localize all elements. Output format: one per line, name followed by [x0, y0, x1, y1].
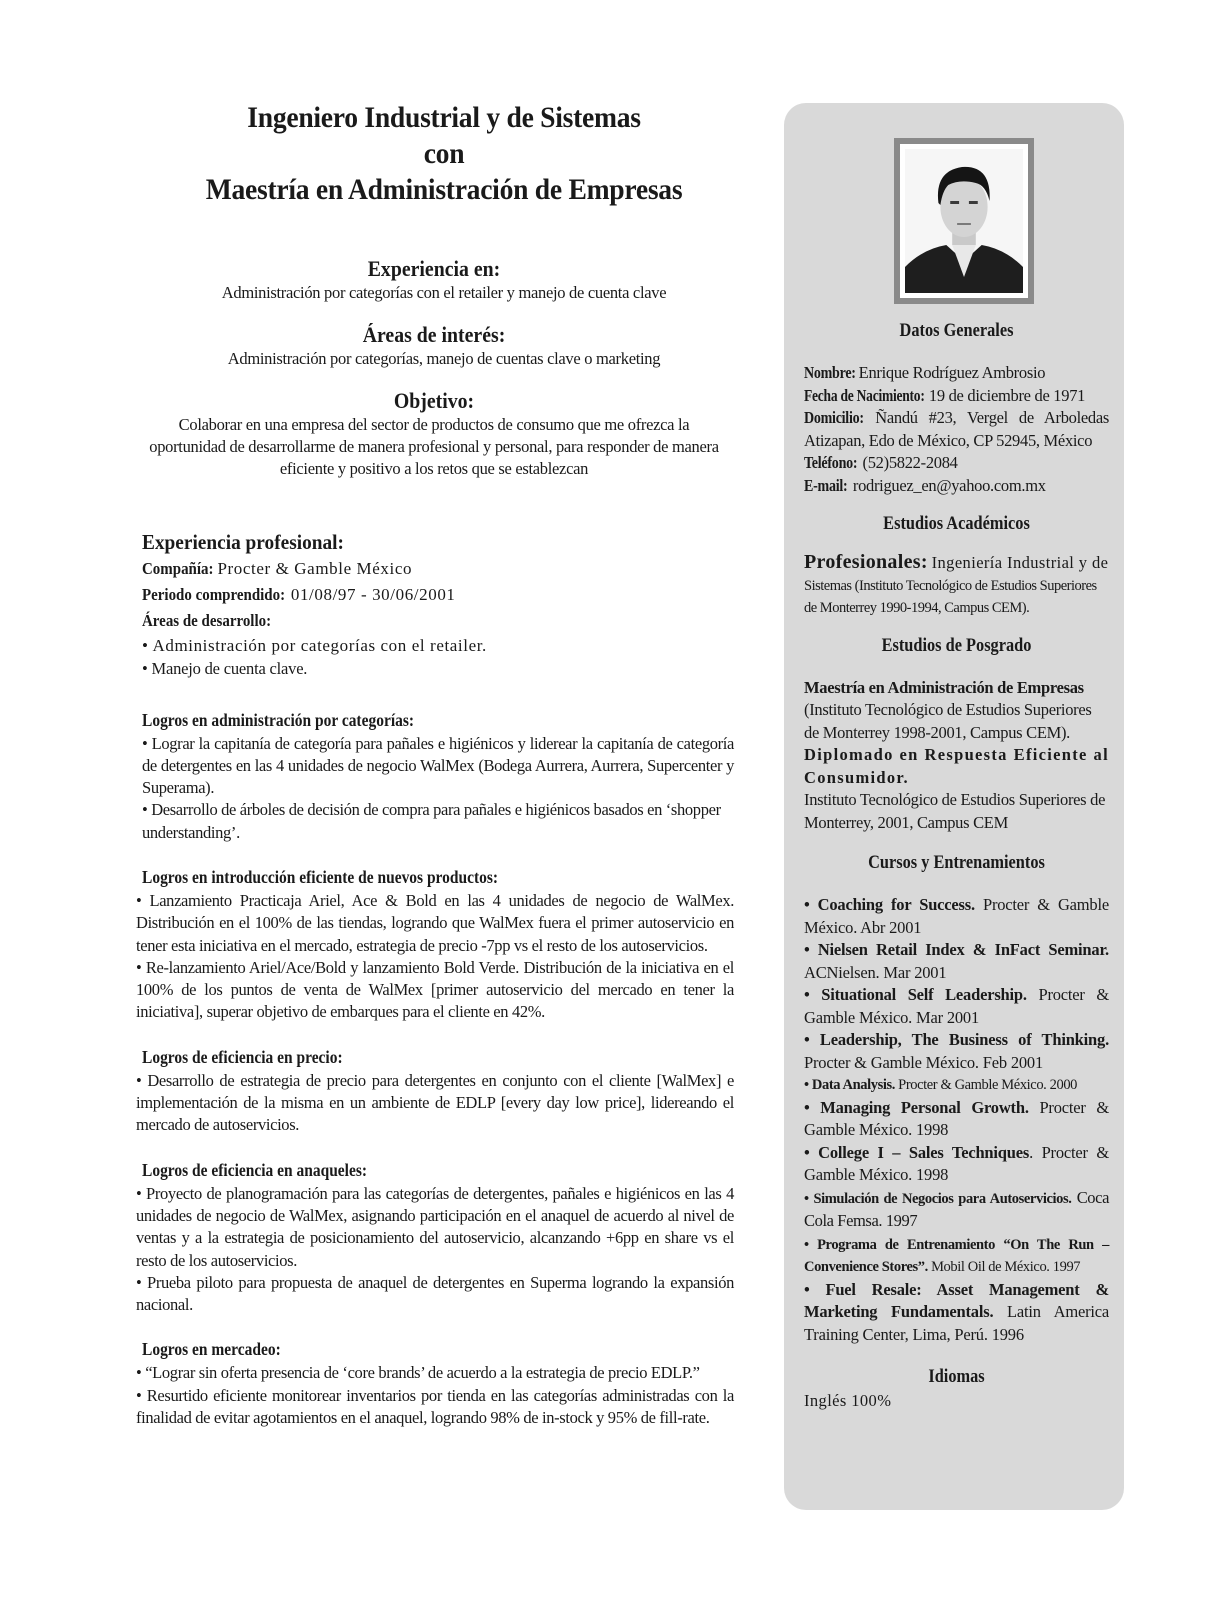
professional-studies	[804, 551, 1109, 619]
course-title: • Coaching for Success.	[804, 895, 975, 914]
achievement-item: • Resurtido eficiente monitorear inventarios por tienda en las categorías administradas con la finalidad de evitar agotamientos en el anaquel, logrando 98% de in-stock y 95% de fill-rate.	[136, 1385, 734, 1428]
course-title: • Leadership, The Business of Thinking.	[804, 1030, 1109, 1049]
course-title: • College I – Sales Techniques	[804, 1142, 1030, 1162]
course-item	[804, 984, 1109, 1029]
professional-row	[804, 551, 1109, 575]
name-value: Enrique Rodríguez Ambrosio	[858, 363, 1046, 382]
professional-value-2: Sistemas (Instituto Tecnológico de Estudios Superiores de Monterrey 1990-1994, Campus CEM).	[804, 577, 1097, 616]
course-title: • Fuel Resale: Asset Management & Marketing Fundamentals.	[804, 1279, 1109, 1321]
achievement-item: • Desarrollo de árboles de decisión de compra para pañales e higiénicos basados en ‘shopper understanding’.	[142, 800, 721, 842]
phone-label: Teléfono:	[804, 453, 858, 472]
course-item	[804, 1234, 1109, 1279]
objective-section	[134, 388, 734, 480]
achievement-section	[136, 1044, 734, 1137]
phone-value: (52)5822-2084	[862, 453, 958, 472]
course-detail: Coca Cola Femsa. 1997	[804, 1187, 1110, 1230]
achievement-item: • Lanzamiento Practicaja Ariel, Ace & Bold en las 4 unidades de negocio de WalMex. Distribución en el 100% de las tiendas, logrando que WalMex fuera el primer autoservicio en tener esta iniciativa en el mercado, estrategia de precio -7pp vs el resto de los autoservicios.	[136, 890, 734, 955]
experience-summary-text: Administración por categorías con el retailer y manejo de cuenta clave	[221, 283, 667, 302]
photo-frame	[894, 138, 1034, 304]
achievement-item: • Lograr la capitanía de categoría para pañales e higiénicos y liderear la capitanía de categoría de detergentes en las 4 unidades de negocio WalMex (Bodega Aurrera, Aurrera, Supercenter y Superama).	[142, 733, 734, 798]
person-portrait-icon	[905, 149, 1023, 293]
email-link[interactable]: rodriguez_en@yahoo.com.mx	[852, 475, 1046, 495]
areas-row	[142, 608, 734, 634]
course-item	[804, 1187, 1109, 1234]
course-item	[804, 1074, 1109, 1097]
interests-section	[134, 322, 734, 370]
title-line-1: Ingeniero Industrial y de Sistemas	[247, 101, 641, 134]
photo-mat	[900, 144, 1028, 298]
period-value: 01/08/97 - 30/06/2001	[290, 585, 456, 604]
course-item	[804, 939, 1109, 984]
period-label: Periodo comprendido:	[142, 585, 286, 604]
email-label: E-mail:	[804, 475, 848, 495]
address-row	[804, 407, 1109, 452]
experience-summary-heading: Experiencia en:	[367, 256, 501, 281]
achievement-heading: Logros en introducción eficiente de nuevos productos:	[142, 866, 499, 887]
courses-heading: Cursos y Entrenamientos	[868, 852, 1045, 873]
address-label: Domicilio:	[804, 408, 864, 427]
course-item	[804, 1029, 1109, 1074]
email-row	[804, 475, 1109, 498]
area-item: • Administración por categorías con el retailer.	[142, 636, 487, 655]
sidebar-content	[804, 318, 1109, 1413]
achievement-section	[142, 707, 734, 844]
achievement-heading: Logros en mercadeo:	[142, 1339, 281, 1360]
postgrad-studies	[804, 677, 1109, 835]
course-detail: Procter & Gamble México. 1998	[804, 1097, 1110, 1139]
interests-text: Administración por categorías, manejo de cuentas clave o marketing	[227, 349, 661, 368]
company-label: Compañía:	[142, 559, 214, 578]
name-row	[804, 362, 1109, 385]
achievement-section	[136, 864, 734, 1024]
course-title: • Programa de Entrenamiento “On The Run – Convenience Stores”.	[804, 1236, 1109, 1275]
birth-label: Fecha de Nacimiento:	[804, 385, 925, 405]
experience-heading: Experiencia profesional:	[142, 530, 344, 554]
title-line-3: Maestría en Administración de Empresas	[205, 173, 683, 206]
course-title: • Managing Personal Growth.	[804, 1097, 1029, 1117]
objective-text: Colaborar en una empresa del sector de productos de consumo que me ofrezca la oportunidad de desarrollarme de manera profesional y personal, para responder de manera eficiente y positivo a los retos que se establezcan	[149, 415, 719, 478]
diploma-detail: Instituto Tecnológico de Estudios Superiores de Monterrey, 2001, Campus CEM	[804, 790, 1106, 832]
course-title: • Situational Self Leadership.	[804, 985, 1027, 1004]
professional-experience	[134, 528, 734, 1429]
achievement-heading: Logros en administración por categorías:	[142, 709, 415, 730]
achievement-heading: Logros de eficiencia en anaqueles:	[142, 1159, 368, 1180]
address-value: Ñandú #23, Vergel de Arboledas Atizapan, Edo de México, CP 52945, México	[804, 408, 1109, 450]
phone-row	[804, 452, 1109, 475]
interests-heading: Áreas de interés:	[362, 322, 506, 347]
course-item	[804, 1279, 1109, 1347]
languages-heading: Idiomas	[928, 1366, 985, 1387]
course-title: • Simulación de Negocios para Autoservicios.	[804, 1190, 1072, 1207]
achievement-item: • Prueba piloto para propuesta de anaquel de detergentes en Superma logrando la expansión nacional.	[136, 1272, 734, 1315]
general-data	[804, 362, 1109, 497]
masters-detail: (Instituto Tecnológico de Estudios Superiores de Monterrey 1998-2001, Campus CEM).	[804, 700, 1092, 742]
title-line-2: con	[423, 137, 465, 170]
academic-heading: Estudios Académicos	[883, 513, 1030, 534]
course-detail: Mobil Oil de México. 1997	[927, 1259, 1081, 1275]
achievement-section	[136, 1336, 734, 1429]
achievement-section	[136, 1157, 734, 1317]
sidebar-panel	[784, 103, 1124, 1510]
course-item	[804, 1097, 1109, 1142]
languages-value: Inglés 100%	[804, 1391, 892, 1410]
achievement-item: • Desarrollo de estrategia de precio para detergentes en conjunto con el cliente [WalMex] e implementación de la misma en un ambiente de EDLP [every day low price], lidereando el mercado de autoservicios.	[136, 1070, 734, 1135]
period-row	[142, 582, 734, 608]
course-title: • Data Analysis.	[804, 1077, 895, 1093]
achievement-item: • “Lograr sin oferta presencia de ‘core brands’ de acuerdo a la estrategia de precio EDLP.”	[136, 1363, 700, 1383]
resume-title	[174, 100, 714, 208]
achievement-item: • Proyecto de planogramación para las categorías de detergentes, pañales e higiénicos en las 4 unidades de negocio de WalMex, asignando participación en el anaquel de acuerdo al nivel de ventas y a la estrategia de posicionamiento del autoservicio, alcanzando +6pp en share vs el resto de los autoservicios.	[136, 1183, 734, 1270]
course-detail: Procter & Gamble México. Mar 2001	[804, 985, 1110, 1027]
courses-list	[804, 894, 1109, 1346]
area-item: • Manejo de cuenta clave.	[142, 659, 308, 678]
diploma-title: Diplomado en Respuesta Eficiente al Consumidor.	[804, 745, 1109, 787]
company-value: Procter & Gamble México	[217, 559, 413, 578]
course-detail: Procter & Gamble México. Feb 2001	[804, 1052, 1044, 1072]
course-item	[804, 1142, 1109, 1187]
achievement-item: • Re-lanzamiento Ariel/Ace/Bold y lanzamiento Bold Verde. Distribución de la iniciativa en el 100% de los puntos de venta de WalMex [primer autoservicio del mercado en tener la iniciativa], superar objetivo de embarques para el cliente en 42%.	[136, 957, 734, 1022]
course-title: • Nielsen Retail Index & InFact Seminar.	[804, 940, 1109, 959]
profile-photo	[905, 149, 1023, 293]
course-item	[804, 894, 1109, 939]
course-detail: . Procter & Gamble México. 1998	[804, 1142, 1110, 1184]
course-detail: Procter & Gamble México. Abr 2001	[804, 895, 1109, 937]
masters-title: Maestría en Administración de Empresas	[804, 677, 1084, 697]
course-detail: Latin America Training Center, Lima, Perú. 1996	[804, 1302, 1109, 1344]
general-data-heading: Datos Generales	[899, 320, 1014, 341]
experience-summary	[134, 256, 734, 304]
birth-value: 19 de diciembre de 1971	[928, 385, 1086, 405]
name-label: Nombre:	[804, 363, 856, 382]
areas-label: Áreas de desarrollo:	[142, 611, 272, 630]
course-detail: ACNielsen. Mar 2001	[804, 962, 947, 982]
objective-heading: Objetivo:	[393, 388, 475, 413]
birth-row	[804, 385, 1109, 408]
company-row	[142, 556, 734, 582]
professional-value-1: Ingeniería Industrial y de	[931, 553, 1109, 572]
course-detail: Procter & Gamble México. 2000	[894, 1077, 1078, 1093]
achievement-heading: Logros de eficiencia en precio:	[142, 1046, 343, 1067]
professional-label: Profesionales:	[804, 551, 928, 573]
main-column	[134, 100, 734, 1429]
postgrad-heading: Estudios de Posgrado	[881, 634, 1032, 656]
